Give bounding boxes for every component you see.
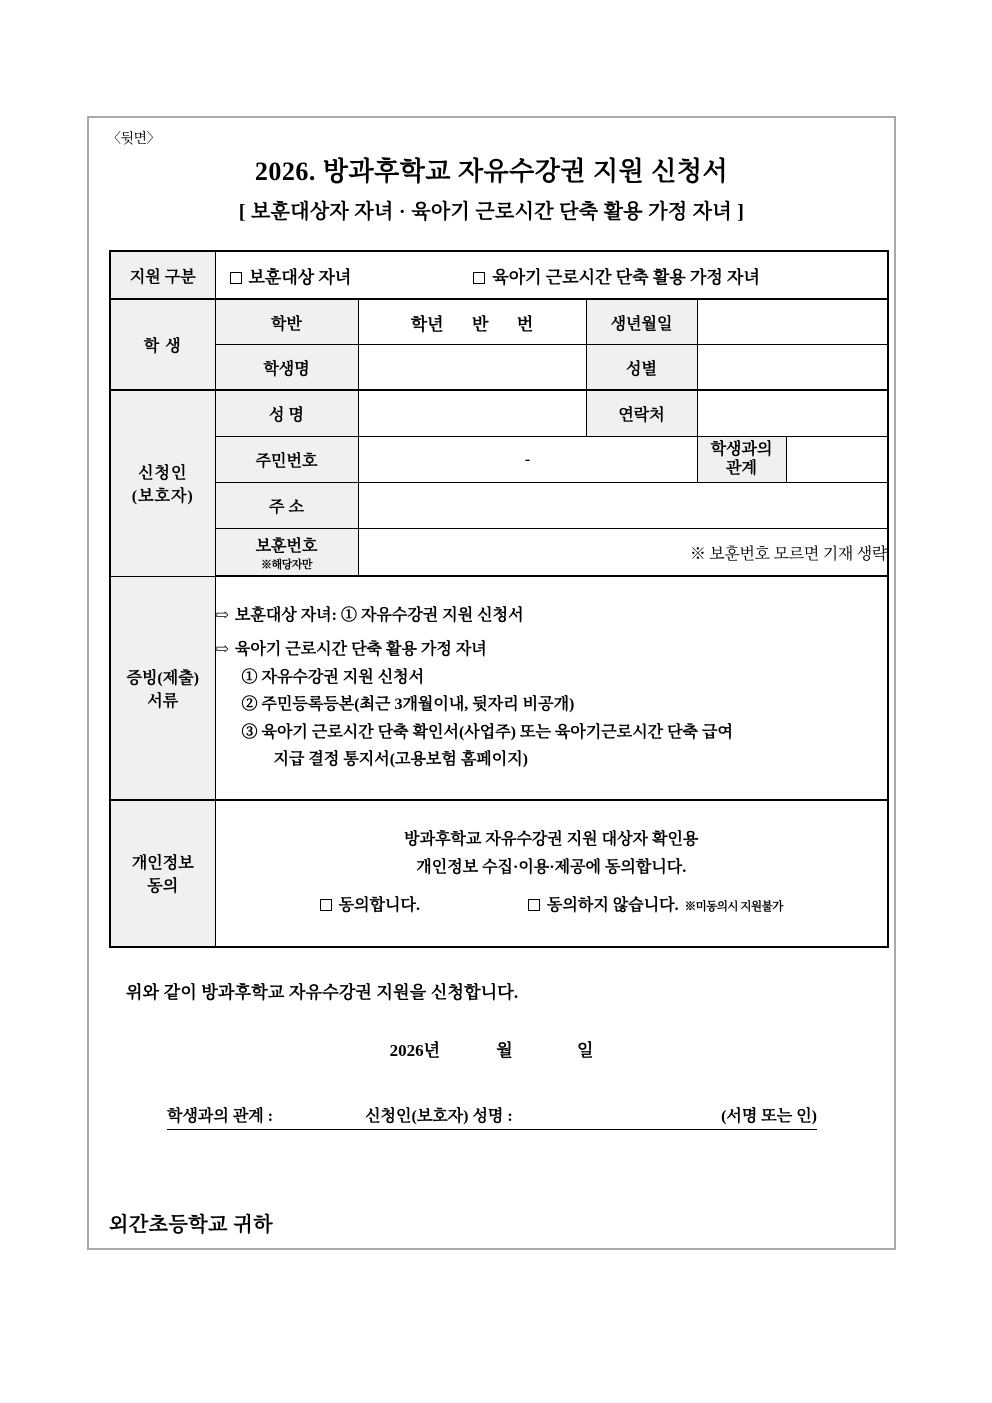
form-page [87, 116, 896, 1250]
applicant-label-line2: (보호자) [131, 488, 194, 506]
documents-section-label [110, 576, 215, 800]
consent-content-cell [215, 800, 888, 947]
veteran-number-label [215, 529, 358, 577]
documents-label-line1: 증빙(제출) [126, 669, 199, 687]
table-row-applicant-ssn [110, 437, 888, 483]
veteran-number-sublabel: ※해당자만 [260, 558, 312, 571]
applicant-contact-label: 연락처 [586, 390, 697, 437]
documents-group2-item1: ① 자유수강권 지원 신청서 [241, 668, 425, 686]
student-section-label: 학 생 [110, 299, 215, 390]
checkbox-icon[interactable] [473, 272, 485, 284]
documents-group1-text: 보훈대상 자녀: ① 자유수강권 지원 신청서 [234, 606, 524, 624]
applicant-ssn-label: 주민번호 [215, 437, 358, 483]
applicant-relation-label-line1: 학생과의 [710, 441, 773, 459]
applicant-relation-label-line2: 관계 [726, 459, 757, 477]
documents-list-cell [215, 576, 888, 800]
documents-group2-item2: ② 주민등록등본(최근 3개월이내, 뒷자리 비공개) [241, 696, 575, 714]
date-line [89, 1036, 894, 1061]
applicant-relation-label [697, 437, 786, 483]
student-class-label: 학반 [215, 299, 358, 345]
table-row-privacy-consent [110, 800, 888, 947]
support-type-options-cell [215, 251, 888, 299]
applicant-contact-value[interactable] [697, 390, 888, 437]
applicant-ssn-value[interactable]: - [358, 437, 697, 483]
documents-group2-item3-line2: 지급 결정 통지서(고용보험 홈페이지) [273, 751, 528, 769]
documents-spacer [216, 629, 888, 636]
application-form-table [109, 250, 889, 948]
checkbox-icon[interactable] [528, 899, 540, 911]
support-option-reduced-hours[interactable] [473, 263, 760, 288]
student-gender-value[interactable] [697, 345, 888, 391]
student-classroom-label: 반 [471, 314, 489, 334]
signature-seal-note: (서명 또는 인) [721, 1108, 817, 1125]
applicant-relation-value[interactable] [786, 437, 888, 483]
signature-row [167, 1103, 817, 1130]
applicant-address-label: 주 소 [215, 483, 358, 529]
arrow-right-icon: ⇨ [215, 606, 229, 624]
consent-option-agree[interactable] [320, 892, 420, 920]
support-option-veteran[interactable] [230, 263, 352, 288]
student-birth-value[interactable] [697, 299, 888, 345]
page-title: 2026. 방과후학교 자유수강권 지원 신청서 [254, 157, 729, 186]
consent-statement-line1: 방과후학교 자유수강권 지원 대상자 확인용 [404, 831, 699, 848]
documents-group1 [216, 602, 888, 630]
consent-label-line1: 개인정보 [131, 855, 194, 872]
applicant-name-value[interactable] [358, 390, 586, 437]
checkbox-icon[interactable] [320, 899, 332, 911]
applicant-address-value[interactable] [358, 483, 888, 529]
student-class-value[interactable] [358, 299, 586, 345]
documents-group2-title [216, 636, 888, 664]
page-subtitle: [ 보훈대상자 자녀 · 육아기 근로시간 단축 활용 가정 자녀 ] [238, 200, 745, 223]
applicant-label-line1: 신청인 [138, 465, 188, 483]
table-row-required-documents [110, 576, 888, 800]
student-number-label: 번 [516, 314, 534, 334]
support-option-veteran-label: 보훈대상 자녀 [248, 267, 352, 287]
consent-statement-line2: 개인정보 수집·이용·제공에 동의합니다. [416, 859, 687, 876]
signature-relation-field[interactable]: 학생과의 관계 : [167, 1108, 274, 1125]
arrow-right-icon: ⇨ [215, 641, 229, 659]
consent-option-disagree-label: 동의하지 않습니다. [546, 897, 679, 914]
date-month[interactable]: 월 [496, 1041, 513, 1060]
table-row-student-name [110, 345, 888, 391]
date-day[interactable]: 일 [576, 1041, 594, 1060]
veteran-number-note: ※ 보훈번호 모르면 기재 생략 [689, 545, 888, 563]
consent-section-label [110, 800, 215, 947]
signature-name-field[interactable]: 신청인(보호자) 성명 : [365, 1108, 513, 1125]
veteran-number-label-main: 보훈번호 [255, 537, 318, 555]
veteran-number-value[interactable] [358, 529, 888, 577]
consent-option-agree-label: 동의합니다. [338, 897, 420, 914]
title-block [89, 156, 894, 224]
consent-note: ※미동의시 지원불가 [684, 901, 783, 913]
table-row-veteran-number [110, 529, 888, 577]
table-row-applicant-address [110, 483, 888, 529]
school-name: 외간초등학교 귀하 [109, 1214, 274, 1236]
consent-options [216, 892, 888, 920]
consent-label-line2: 동의 [147, 878, 179, 895]
documents-group2-item3-line1: ③ 육아기 근로시간 단축 확인서(사업주) 또는 육아기근로시간 단축 급여 [241, 723, 733, 741]
student-gender-label: 성별 [586, 345, 697, 391]
applicant-section-label [110, 390, 215, 576]
support-option-reduced-hours-label: 육아기 근로시간 단축 활용 가정 자녀 [492, 267, 760, 287]
date-year[interactable]: 2026년 [389, 1041, 441, 1060]
closing-statement: 위와 같이 방과후학교 자유수강권 지원을 신청합니다. [126, 983, 519, 1002]
documents-group2-title-text: 육아기 근로시간 단축 활용 가정 자녀 [234, 641, 487, 659]
student-grade-label: 학년 [410, 314, 444, 334]
consent-option-disagree[interactable] [528, 892, 679, 920]
backside-mark: 〈뒷면〉 [107, 132, 161, 147]
applicant-name-label: 성 명 [215, 390, 358, 437]
support-type-label: 지원 구분 [110, 251, 215, 299]
student-name-value[interactable] [358, 345, 586, 391]
checkbox-icon[interactable] [230, 272, 242, 284]
table-row-support-type [110, 251, 888, 299]
table-row-applicant-name [110, 390, 888, 437]
table-row-student-class [110, 299, 888, 345]
student-birth-label: 생년월일 [586, 299, 697, 345]
documents-label-line2: 서류 [147, 692, 179, 710]
student-name-label: 학생명 [215, 345, 358, 391]
